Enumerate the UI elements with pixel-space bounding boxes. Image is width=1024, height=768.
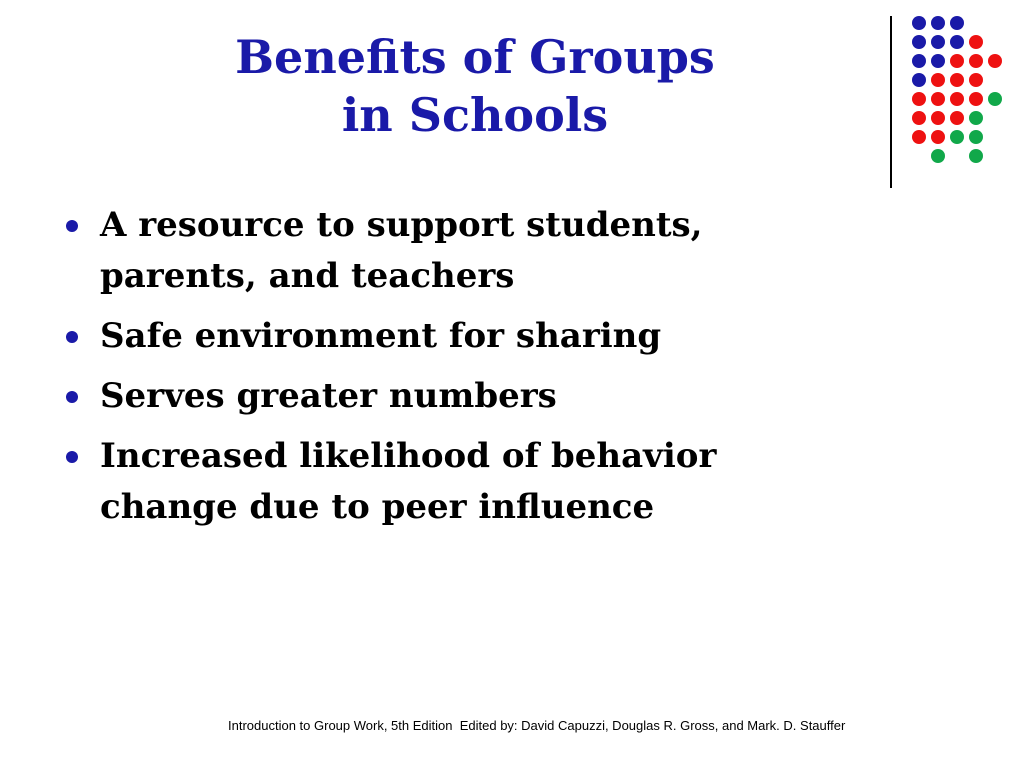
slide-title: [150, 28, 800, 144]
decorative-dot: [950, 92, 964, 106]
decorative-dot: [931, 35, 945, 49]
decorative-dot: [950, 130, 964, 144]
bullet-dot-icon: [66, 220, 78, 232]
decorative-dot: [969, 54, 983, 68]
decorative-dot: [969, 92, 983, 106]
footer-citation: Introduction to Group Work, 5th Edition Edited by: David Capuzzi, Douglas R. Gross, and Mark. D. Stauffer: [228, 718, 846, 733]
decorative-dot: [912, 92, 926, 106]
decorative-dot: [931, 16, 945, 30]
decorative-dot: [969, 111, 983, 125]
bullet-text: Safe environment for sharing: [100, 316, 662, 356]
decorative-dot: [912, 35, 926, 49]
bullet-item: [62, 311, 862, 362]
decorative-dot: [931, 111, 945, 125]
decorative-dot: [912, 16, 926, 30]
bullet-item: [62, 200, 862, 302]
bullet-text: A resource to support students, parents, and teachers: [100, 205, 703, 296]
decorative-dot: [969, 149, 983, 163]
decorative-dot: [931, 130, 945, 144]
bullet-item: [62, 371, 862, 422]
decorative-dot: [969, 35, 983, 49]
decorative-dot: [988, 54, 1002, 68]
decorative-dot: [950, 111, 964, 125]
bullet-list: [62, 200, 862, 542]
decorative-dot: [931, 92, 945, 106]
bullet-dot-icon: [66, 331, 78, 343]
decorative-dot: [969, 130, 983, 144]
title-line-1: Benefits of Groups: [235, 30, 715, 84]
bullet-text: Serves greater numbers: [100, 376, 557, 416]
decorative-dot: [912, 130, 926, 144]
decorative-dot: [912, 73, 926, 87]
bullet-dot-icon: [66, 451, 78, 463]
bullet-item: [62, 431, 862, 533]
decorative-dot: [950, 16, 964, 30]
decorative-dot: [931, 73, 945, 87]
decorative-dot: [950, 35, 964, 49]
decorative-dot: [912, 54, 926, 68]
bullet-dot-icon: [66, 391, 78, 403]
decorative-dot: [969, 73, 983, 87]
title-line-2: in Schools: [341, 88, 609, 142]
decorative-dot: [950, 73, 964, 87]
decorative-dot: [988, 92, 1002, 106]
decorative-dot: [931, 54, 945, 68]
vertical-divider: [890, 16, 892, 188]
bullet-text: Increased likelihood of behavior change due to peer influence: [100, 436, 717, 527]
decorative-dot: [931, 149, 945, 163]
decorative-dot: [912, 111, 926, 125]
decorative-dot: [950, 54, 964, 68]
